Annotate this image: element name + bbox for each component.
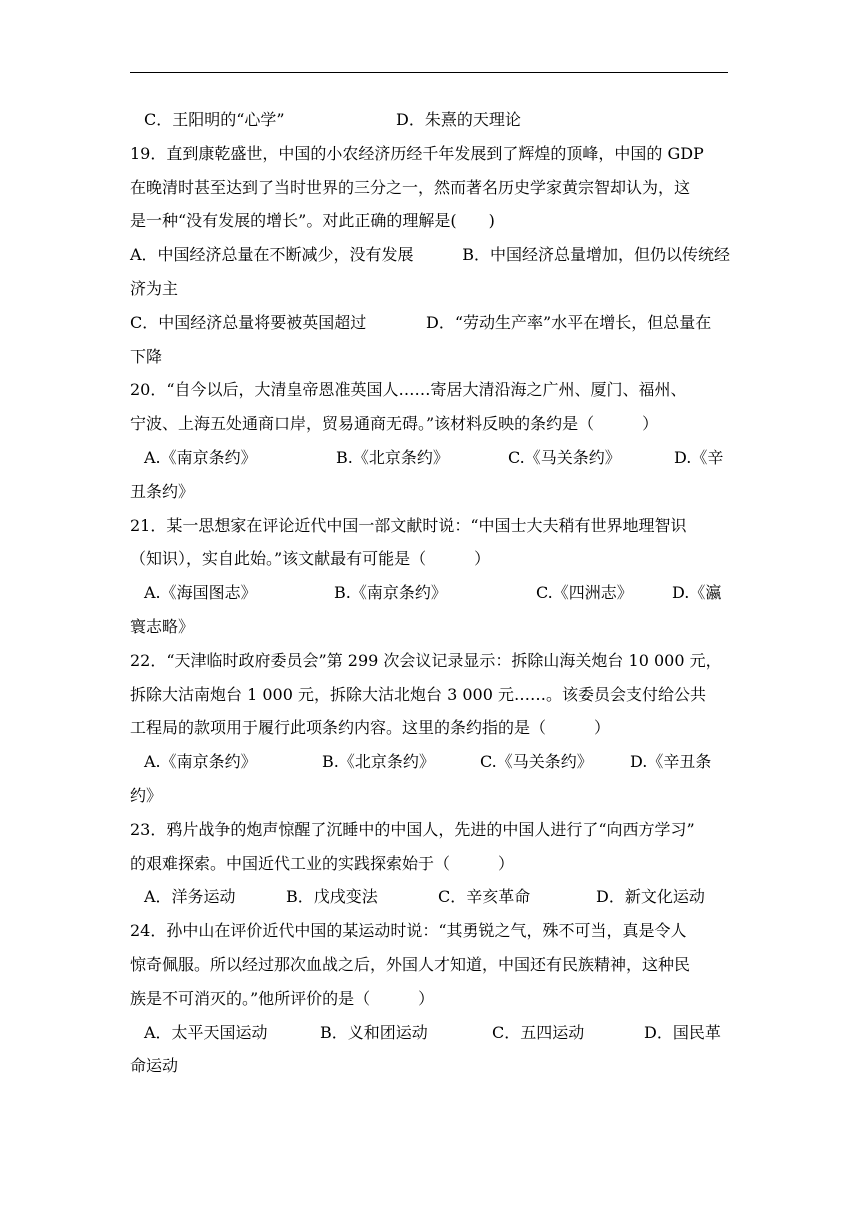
q19-option-a: A．中国经济总量在不断减少，没有发展 (130, 245, 414, 265)
q18-option-d: D．朱熹的天理论 (396, 110, 521, 129)
q24-stem-line-2: 惊奇佩服。所以经过那次血战之后，外国人才知道，中国还有民族精神，这种民 (130, 954, 691, 974)
q19-options-cd (130, 306, 730, 340)
q20-option-d: D.《辛 (674, 447, 724, 467)
q21-option-d: D.《瀛 (672, 583, 722, 603)
q19-option-b-cont: 济为主 (130, 278, 179, 298)
q23-stem-line-2: 的艰难探索。中国近代工业的实践探索始于（ ） (130, 853, 515, 873)
q19-option-d-cont: 下降 (130, 346, 163, 366)
q22-stem-line-3: 工程局的款项用于履行此项条约内容。这里的条约指的是（ ） (130, 718, 611, 738)
q23-option-b: B．戊戌变法 (286, 887, 378, 907)
q23-options (130, 880, 730, 914)
q21-option-b: B.《南京条约》 (334, 583, 447, 603)
q21-stem-line-2: （知识），实自此始。”该文献最有可能是（ ） (130, 549, 491, 569)
q21-option-c: C.《四洲志》 (536, 583, 633, 603)
q21-option-a: A.《海国图志》 (144, 583, 257, 603)
q22-stem-line-2: 拆除大沽南炮台 1 000 元，拆除大沽北炮台 3 000 元……。该委员会支付给公共 (130, 684, 706, 704)
q20-option-b: B.《北京条约》 (336, 447, 449, 467)
q24-options (130, 1016, 730, 1050)
q19-stem-line-2: 在晚清时甚至达到了当时世界的三分之一，然而著名历史学家黄宗智却认为，这 (130, 177, 691, 197)
q19-stem-line-1: 19．直到康乾盛世，中国的小农经济历经千年发展到了辉煌的顶峰，中国的 GDP (130, 143, 704, 163)
header-rule (130, 72, 728, 73)
q19-option-d: D．“劳动生产率”水平在增长，但总量在 (426, 312, 712, 332)
q19-option-c: C．中国经济总量将要被英国超过 (130, 312, 367, 332)
q21-options (130, 576, 730, 610)
q22-option-b: B.《北京条约》 (322, 752, 435, 772)
q22-stem-line-1: 22．“天津临时政府委员会”第 299 次会议记录显示：拆除山海关炮台 10 000 元， (130, 650, 722, 670)
q22-option-a: A.《南京条约》 (144, 752, 257, 772)
q22-option-d-cont: 约》 (130, 785, 163, 805)
q23-option-d: D．新文化运动 (596, 887, 705, 907)
q21-stem-line-1: 21．某一思想家在评论近代中国一部文献时说：“中国士大夫稍有世界地理智识 (130, 515, 687, 535)
q24-option-d-cont: 命运动 (130, 1056, 179, 1076)
q21-option-d-cont: 寰志略》 (130, 616, 195, 636)
q20-option-d-cont: 丑条约》 (130, 481, 195, 501)
q23-option-c: C．辛亥革命 (438, 887, 531, 907)
q20-stem-line-2: 宁波、上海五处通商口岸，贸易通商无碍。”该材料反映的条约是（ ） (130, 414, 659, 434)
q22-options (130, 745, 730, 779)
q20-option-c: C.《马关条约》 (508, 447, 621, 467)
exam-page-content (130, 103, 730, 1083)
q24-option-a: A．太平天国运动 (144, 1022, 268, 1042)
q22-option-d: D.《辛丑条 (630, 752, 712, 772)
q22-option-c: C.《马关条约》 (480, 752, 593, 772)
q24-option-d: D．国民革 (644, 1022, 721, 1042)
q19-stem-line-3: 是一种“没有发展的增长”。对此正确的理解是( ) (130, 211, 495, 231)
q18-option-c: C．王阳明的“心学” (144, 110, 285, 129)
q20-option-a: A.《南京条约》 (144, 447, 257, 467)
q20-stem-line-1: 20．“自今以后，大清皇帝恩准英国人……寄居大清沿海之广州、厦门、福州、 (130, 380, 687, 400)
q24-stem-line-1: 24．孙中山在评价近代中国的某运动时说：“其勇锐之气，殊不可当，真是令人 (130, 921, 687, 941)
q23-option-a: A．洋务运动 (144, 887, 236, 907)
q24-option-b: B．义和团运动 (320, 1022, 428, 1042)
q24-stem-line-3: 族是不可消灭的。”他所评价的是（ ） (130, 988, 435, 1008)
q18-options (130, 103, 730, 137)
q20-options (130, 441, 730, 475)
q19-option-b: B．中国经济总量增加，但仍以传统经 (462, 245, 730, 265)
q19-options-ab (130, 238, 730, 272)
q24-option-c: C．五四运动 (492, 1022, 585, 1042)
q23-stem-line-1: 23．鸦片战争的炮声惊醒了沉睡中的中国人，先进的中国人进行了“向西方学习” (130, 819, 695, 839)
